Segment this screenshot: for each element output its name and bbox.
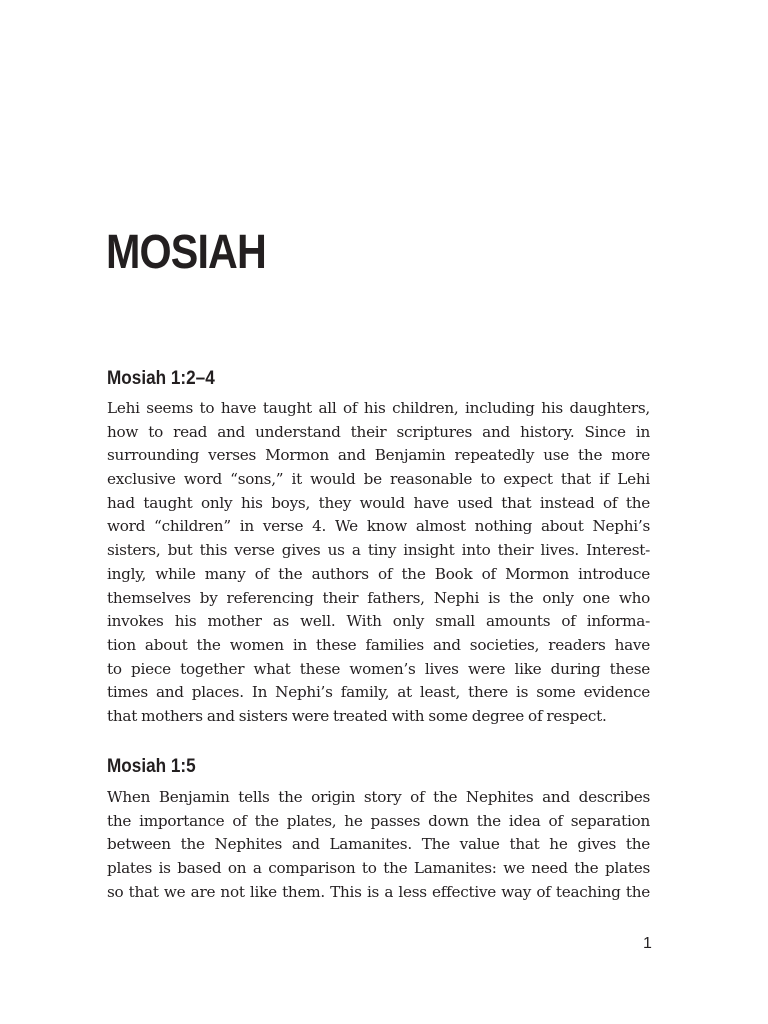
section-heading: Mosiah 1:2–4 bbox=[107, 367, 215, 389]
text-line: Lehi seems to have taught all of his children, including his daughters, bbox=[107, 399, 650, 417]
page-number: 1 bbox=[643, 935, 652, 952]
text-line: to piece together what these women’s lives were like during these bbox=[107, 659, 650, 678]
text-line: themselves by referencing their fathers, Nephi is the only one who bbox=[107, 588, 650, 607]
text-line: so that we are not like them. This is a less effective way of teaching the bbox=[107, 882, 650, 901]
text-line: tion about the women in these families and societies, readers have bbox=[107, 635, 650, 654]
text-line: plates is based on a comparison to the Lamanites: we need the plates bbox=[107, 859, 650, 878]
section-body bbox=[107, 397, 650, 729]
text-line: exclusive word “sons,” it would be reasonable to expect that if Lehi bbox=[107, 470, 650, 489]
section-mosiah-1-2-4 bbox=[107, 366, 650, 729]
text-line: how to read and understand their scriptures and history. Since in bbox=[107, 422, 650, 441]
section-mosiah-1-5 bbox=[107, 754, 650, 904]
book-title: MOSIAH bbox=[106, 226, 266, 279]
text-line: ingly, while many of the authors of the Book of Mormon introduce bbox=[107, 564, 650, 583]
text-line: the importance of the plates, he passes down the idea of separation bbox=[107, 811, 650, 830]
section-heading: Mosiah 1:5 bbox=[107, 755, 196, 777]
text-line: surrounding verses Mormon and Benjamin repeatedly use the more bbox=[107, 446, 650, 465]
text-line: that mothers and sisters were treated with some degree of respect. bbox=[107, 706, 607, 725]
text-line: had taught only his boys, they would have used that instead of the bbox=[107, 493, 650, 512]
text-line: invokes his mother as well. With only small amounts of informa- bbox=[107, 612, 650, 631]
text-line: word “children” in verse 4. We know almost nothing about Nephi’s bbox=[107, 517, 650, 536]
section-body bbox=[107, 786, 650, 904]
text-line: When Benjamin tells the origin story of the Nephites and describes bbox=[107, 788, 650, 806]
text-line: times and places. In Nephi’s family, at least, there is some evidence bbox=[107, 683, 650, 702]
text-line: sisters, but this verse gives us a tiny insight into their lives. Interest- bbox=[107, 541, 650, 560]
text-line: between the Nephites and Lamanites. The value that he gives the bbox=[107, 835, 650, 854]
